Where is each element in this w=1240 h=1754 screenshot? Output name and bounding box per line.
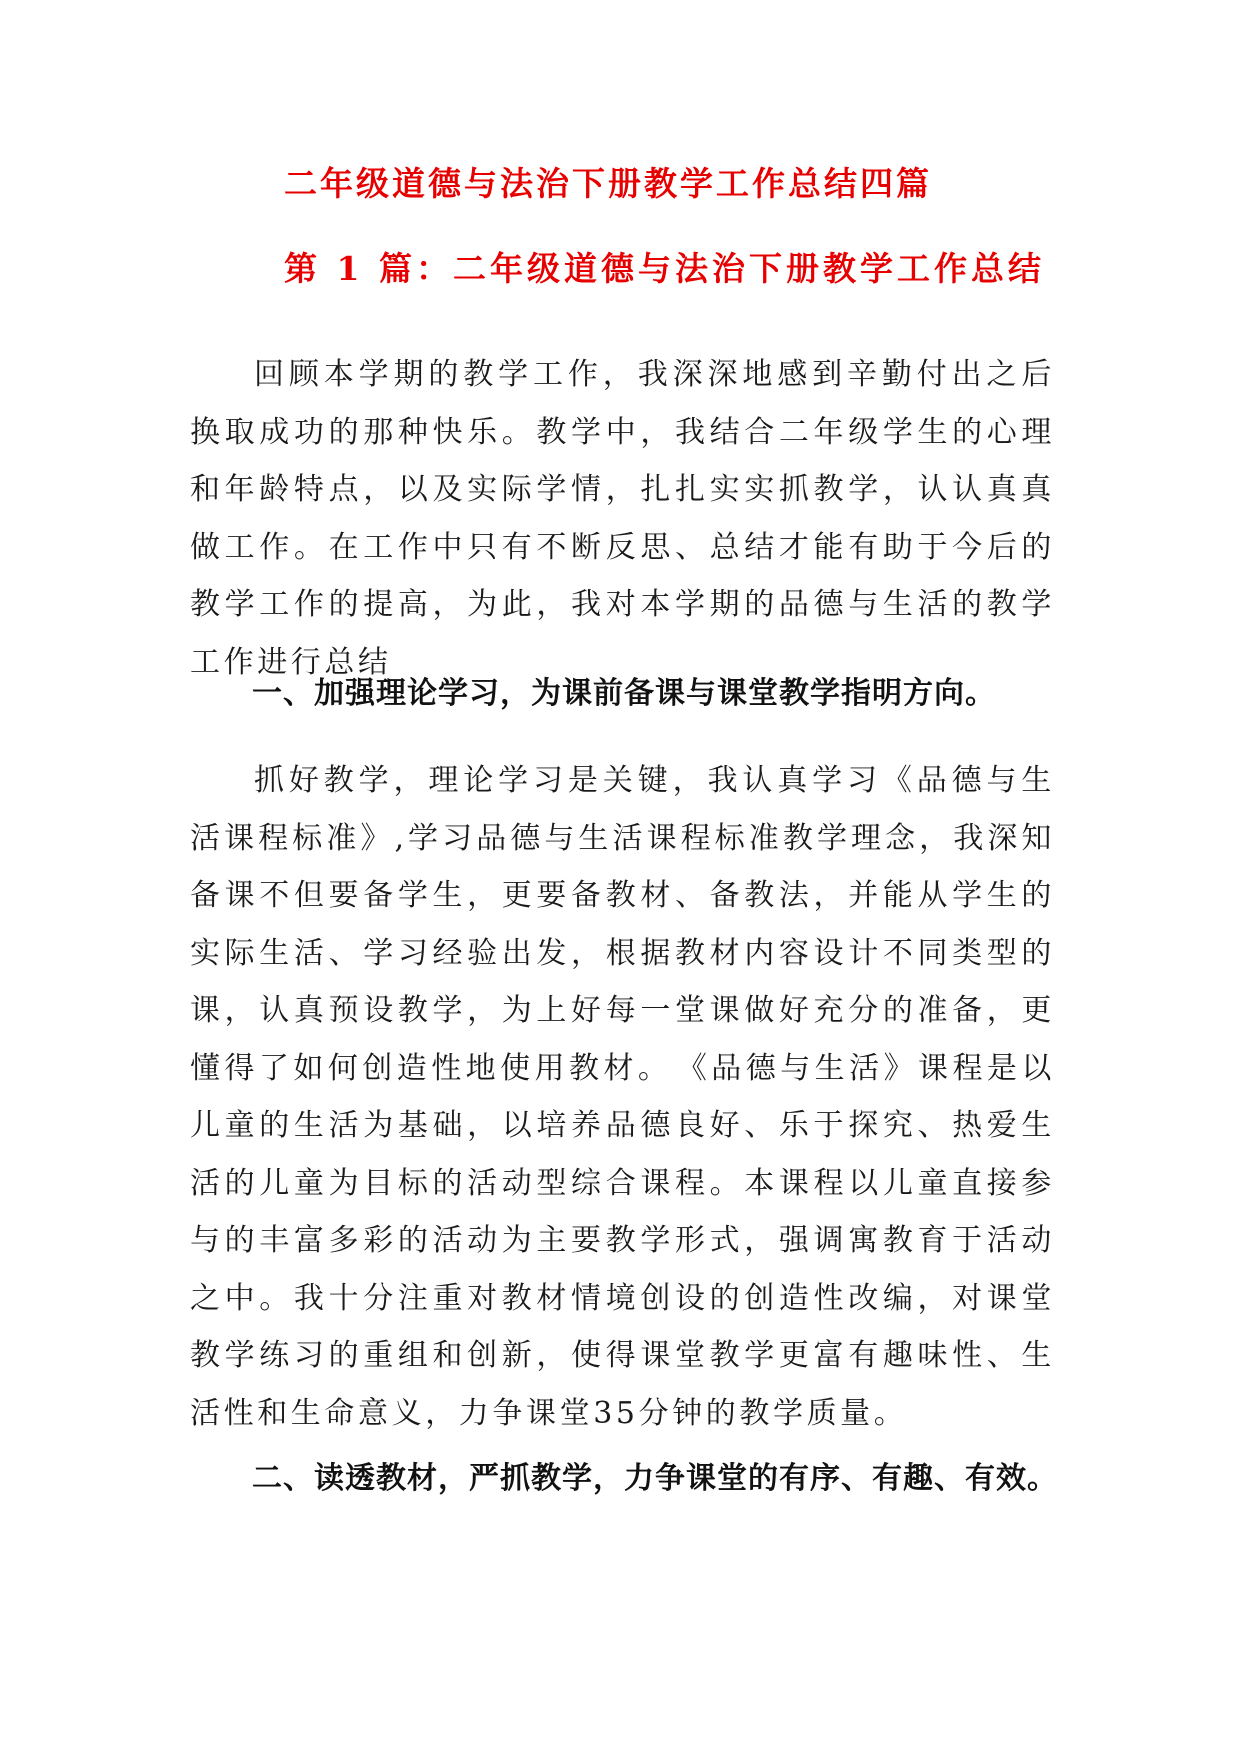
intro-paragraph: 回顾本学期的教学工作，我深深地感到辛勤付出之后换取成功的那种快乐。教学中，我结合二年级学生的心理和年龄特点，以及实际学情，扎扎实实抓教学，认认真真做工作。在工作中只有不断反思、总结才能有助于今后的教学工作的提高，为此，我对本学期的品德与生活的教学工作进行总结: [190, 357, 1055, 680]
section-1-paragraph: 抓好教学，理论学习是关键，我认真学习《品德与生活课程标准》,学习品德与生活课程标准教学理念，我深知备课不但要备学生，更要备教材、备教法，并能从学生的实际生活、学习经验出发，根据教材内容设计不同类型的课，认真预设教学，为上好每一堂课做好充分的准备，更懂得了如何创造性地使用教材。 《品德与生活》课程是以儿童的生活为基础，以培养品德良好、乐于探究、热爱生活的儿童为目标的活动型综合课程。本课程以儿童直接参与的丰富多彩的活动为主要教学形式，强调寓教育于活动之中。我十分注重对教材情境创设的创造性改编，对课堂教学练习的重组和创新，使得课堂教学更富有趣味性、生活性和生命意义，力争课堂35分钟的教学质量。: [190, 763, 1055, 1431]
section-heading-2: 二、读透教材，严抓教学，力争课堂的有序、有趣、有效。: [252, 1461, 1058, 1496]
document-title: 二年级道德与法治下册教学工作总结四篇: [284, 164, 932, 203]
section-heading-1: 一、加强理论学习，为课前备课与课堂教学指明方向。: [252, 676, 996, 711]
article-title: 第 1 篇：二年级道德与法治下册教学工作总结: [284, 249, 1045, 288]
